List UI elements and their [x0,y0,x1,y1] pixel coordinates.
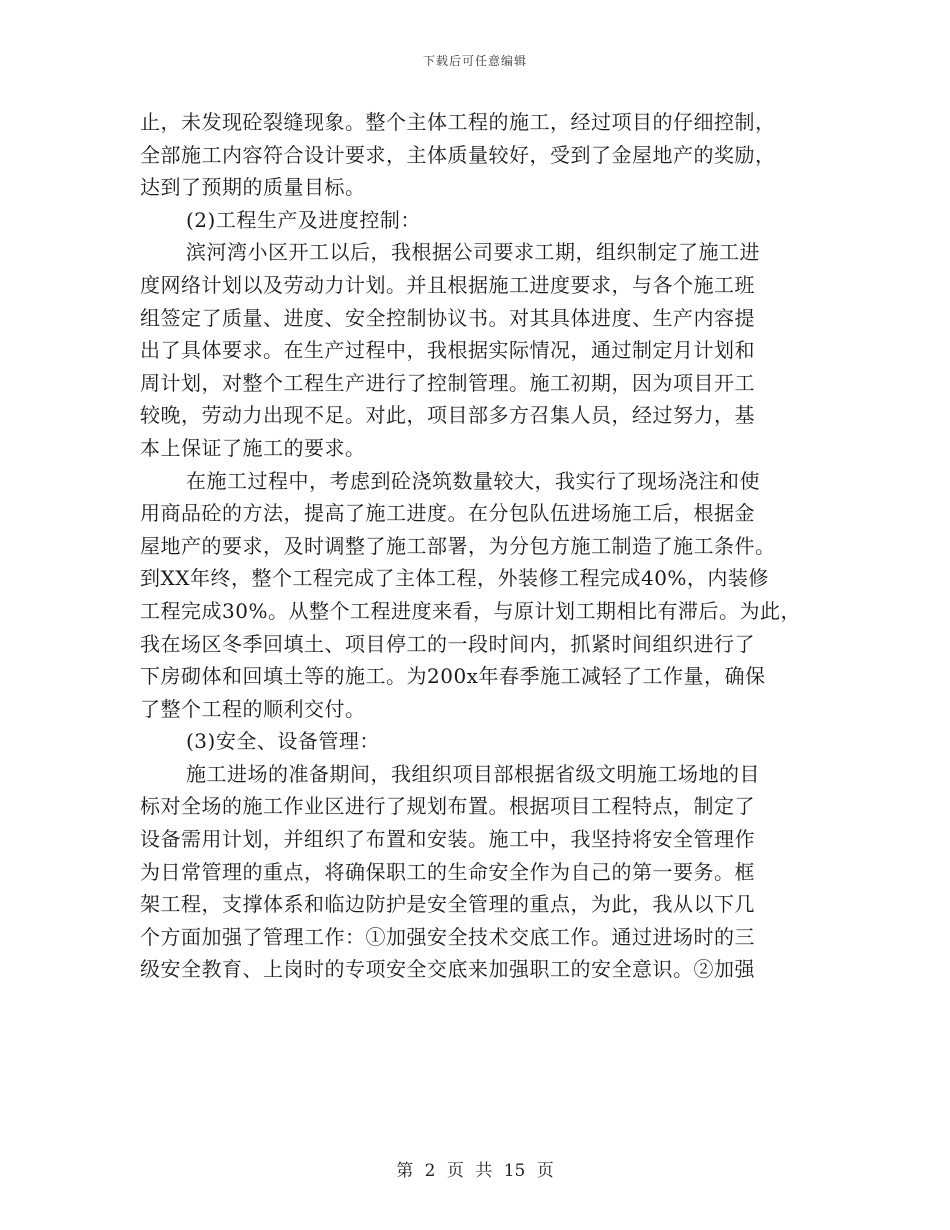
text-line: 出了具体要求。在生产过程中，我根据实际情况，通过制定月计划和 [140,338,755,363]
body-text [140,106,830,986]
text-line: (3)安全、设备管理： [186,729,380,754]
text-line: 工程完成30%。从整个工程进度来看，与原计划工期相比有滞后。为此， [140,598,801,623]
text-line: 到XX年终，整个工程完成了主体工程，外装修工程完成40%，内装修 [140,566,769,591]
text-line: 标对全场的施工作业区进行了规划布置。根据项目工程特点，制定了 [140,794,755,819]
text-line: 为日常管理的重点，将确保职工的生命安全作为自己的第一要务。框 [140,859,755,884]
text-line: (2)工程生产及进度控制： [186,207,421,232]
text-line: 全部施工内容符合设计要求，主体质量较好，受到了金屋地产的奖励， [140,142,776,167]
text-line: 周计划，对整个工程生产进行了控制管理。施工初期，因为项目开工 [140,370,755,395]
text-line: 架工程，支撑体系和临边防护是安全管理的重点，为此，我从以下几 [140,892,755,917]
text-line: 了整个工程的顺利交付。 [140,696,366,721]
text-line: 施工进场的准备期间，我组织项目部根据省级文明施工场地的目 [186,761,760,786]
text-line: 设备需用计划，并组织了布置和安装。施工中，我坚持将安全管理作 [140,827,755,852]
text-line: 个方面加强了管理工作：①加强安全技术交底工作。通过进场时的三 [140,924,755,949]
page-footer: 第 2 页 共 15 页 [396,1161,554,1181]
text-line: 组签定了质量、进度、安全控制协议书。对其具体进度、生产内容提 [140,305,755,330]
text-line: 度网络计划以及劳动力计划。并且根据施工进度要求，与各个施工班 [140,272,755,297]
text-line: 较晚，劳动力出现不足。对此，项目部多方召集人员，经过努力，基 [140,403,755,428]
text-line: 本上保证了施工的要求。 [140,435,366,460]
page-header: 下载后可任意编辑 [422,54,527,68]
text-line: 滨河湾小区开工以后，我根据公司要求工期，组织制定了施工进 [186,240,760,265]
text-line: 屋地产的要求，及时调整了施工部署，为分包方施工制造了施工条件。 [140,533,776,558]
text-line: 止，未发现砼裂缝现象。整个主体工程的施工，经过项目的仔细控制， [140,110,776,134]
text-line: 在施工过程中，考虑到砼浇筑数量较大，我实行了现场浇注和使 [186,468,760,493]
text-line: 下房砌体和回填土等的施工。为200x年春季施工减轻了工作量，确保 [140,664,766,689]
text-line: 用商品砼的方法，提高了施工进度。在分包队伍进场施工后，根据金 [140,501,755,526]
text-line: 达到了预期的质量目标。 [140,175,366,200]
text-line: 级安全教育、上岗时的专项安全交底来加强职工的安全意识。②加强 [140,957,755,982]
text-line: 我在场区冬季回填土、项目停工的一段时间内，抓紧时间组织进行了 [140,631,755,656]
